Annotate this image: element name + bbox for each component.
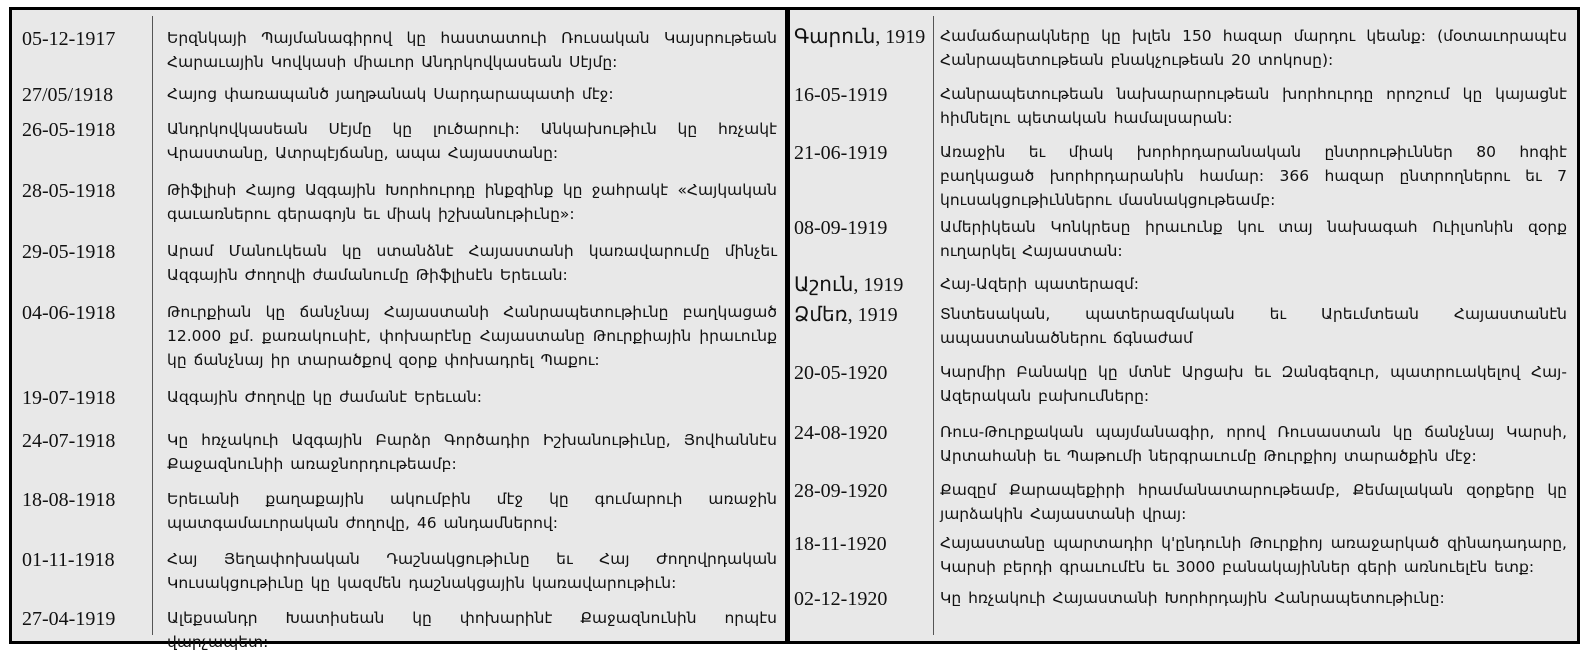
event-text: Կը հռչակուի Հայաստանի Խորհրդային Հանրապետութիւնը: (940, 589, 1445, 607)
event-date: 16-05-1919 (794, 84, 888, 106)
event-text: Կարմիր Բանակը կը մտնէ Արցախ եւ Զանգեզուր, պատրուակելով Հայ-Ազերական բախումները: (940, 363, 1567, 405)
date-separator-line (933, 16, 934, 635)
event-date: 20-05-1920 (794, 362, 888, 384)
event-text: Հայ Յեղափոխական Դաշնակցութիւնը եւ Հայ Ժողովրդական Կուսակցութիւնը կը կազմեն դաշնակցային կառավարութիւն: (167, 550, 777, 592)
event-date: 19-07-1918 (22, 387, 116, 409)
event-text: Կը հռչակուի Ազգային Բարձր Գործադիր Իշխանութիւնը, Յովհաննէս Քաջազնունիի առաջնորդութեամբ: (167, 431, 777, 473)
event-text: Հանրապետութեան նախարարութեան խորհուրդը որոշում կը կայացնէ հիմնելու պետական համալսարան: (940, 85, 1567, 127)
event-date: 27/05/1918 (22, 84, 114, 106)
right-column (790, 10, 1577, 641)
event-text: Արամ Մանուկեան կը ստանձնէ Հայաստանի կառավարումը մինչեւ Ազգային Ժողովի ժամանումը Թիֆլիսէն Երեւան: (167, 242, 777, 284)
event-text: Երզնկայի Պայմանագիրով կը հաստատուի Ռուսական Կայսրութեան Հարաւային Կովկասի միաւոր Անդրկովկասեան Սէյմը: (167, 29, 777, 71)
event-date: 21-06-1919 (794, 142, 888, 164)
event-date: 24-07-1918 (22, 430, 116, 452)
event-text: Ազգային Ժողովը կը ժամանէ Երեւան: (167, 388, 482, 406)
event-date: 29-05-1918 (22, 241, 116, 263)
timeline-table (9, 7, 1580, 651)
event-date: Գարուն, 1919 (794, 26, 926, 48)
event-date: 08-09-1919 (794, 217, 888, 239)
event-date: 18-08-1918 (22, 489, 116, 511)
event-date: Աշուն, 1919 (794, 274, 904, 296)
event-text: Հայ-Ազերի պատերազմ: (940, 275, 1140, 293)
event-text: Թուրքիան կը ճանչնայ Հայաստանի Հանրապետութիւնը բաղկացած 12.000 քմ. քառակուսիէ, փոխարէնը Հայաստանը Թուրքիային իրաւունք կը ճանչնայ իր տարածքով զօրք փոխադրել Պաքու: (167, 303, 777, 369)
event-date: 27-04-1919 (22, 608, 116, 630)
event-text: Տնտեսական, պատերազմական եւ Արեւմտեան Հայաստանէն ապաստանածներու ճգնաժամ (940, 305, 1567, 347)
event-date: 24-08-1920 (794, 422, 888, 444)
event-text: Առաջին եւ միակ խորհրդարանական ընտրութիւններ 80 հոգիէ բաղկացած խորհրդարանին համար: 366 հազար ընտրողներու եւ 7 կուսակցութիւններու մասնակցութեամբ: (940, 143, 1567, 209)
event-date: 26-05-1918 (22, 119, 116, 141)
event-date: 28-05-1918 (22, 180, 116, 202)
date-separator-line (152, 16, 153, 635)
event-text: Անդրկովկասեան Սէյմը կը լուծարուի: Անկախութիւն կը հռչակէ Վրաստանը, Ատրպէյճանը, ապա Հայաստանը: (167, 120, 777, 162)
event-date: 18-11-1920 (794, 533, 887, 555)
left-column (12, 10, 785, 651)
event-date: 04-06-1918 (22, 302, 116, 324)
event-text: Հայաստանը պարտադիր կ'ընդունի Թուրքիոյ առաջարկած զինադադարը, Կարսի բերդի գրաւումէն եւ 3000 բանակայիններ գերի առնուելէն ետք: (940, 534, 1567, 576)
event-text: Հայոց փառապանծ յաղթանակ Սարդարապատի մէջ: (167, 85, 614, 103)
event-text: Թիֆլիսի Հայոց Ազգային Խորհուրդը ինքզինք կը ջահրակէ «Հայկական գաւառներու գերագոյն եւ միակ իշխանութիւնը»: (167, 181, 777, 223)
event-text: Ամերիկեան Կոնկրեսը իրաւունք կու տայ նախագահ Ուիլսոնին զօրք ուղարկել Հայաստան: (940, 218, 1567, 260)
event-text: Քազըմ Քարապեքիրի հրամանատարութեամբ, Քեմալական զօրքերը կը յարձակին Հայաստանի վրայ: (940, 481, 1567, 523)
event-date: 02-12-1920 (794, 588, 888, 610)
event-date: 01-11-1918 (22, 549, 115, 571)
event-date: Ձմեռ, 1919 (794, 304, 898, 326)
event-date: 05-12-1917 (22, 28, 116, 50)
event-text: Ռուս-Թուրքական պայմանագիր, որով Ռուսաստան կը ճանչնայ Կարսի, Արտահանի եւ Պաթումի ներգրաւումը Թուրքիոյ տարածքին մէջ: (940, 423, 1567, 465)
event-text: Համաճարակները կը խլեն 150 հազար մարդու կեանք: (մօտաւորապէս Հանրապետութեան բնակչութեան 20 տոկոսը): (940, 27, 1567, 69)
event-text: Երեւանի քաղաքային ակումբին մէջ կը գումարուի առաջին պատգամաւորական ժողովը, 46 անդամներով: (167, 490, 777, 532)
event-text: Ալեքսանդր Խատիսեան կը փոխարինէ Քաջազնունին որպէս վարչապետ: (167, 609, 777, 651)
event-date: 28-09-1920 (794, 480, 888, 502)
